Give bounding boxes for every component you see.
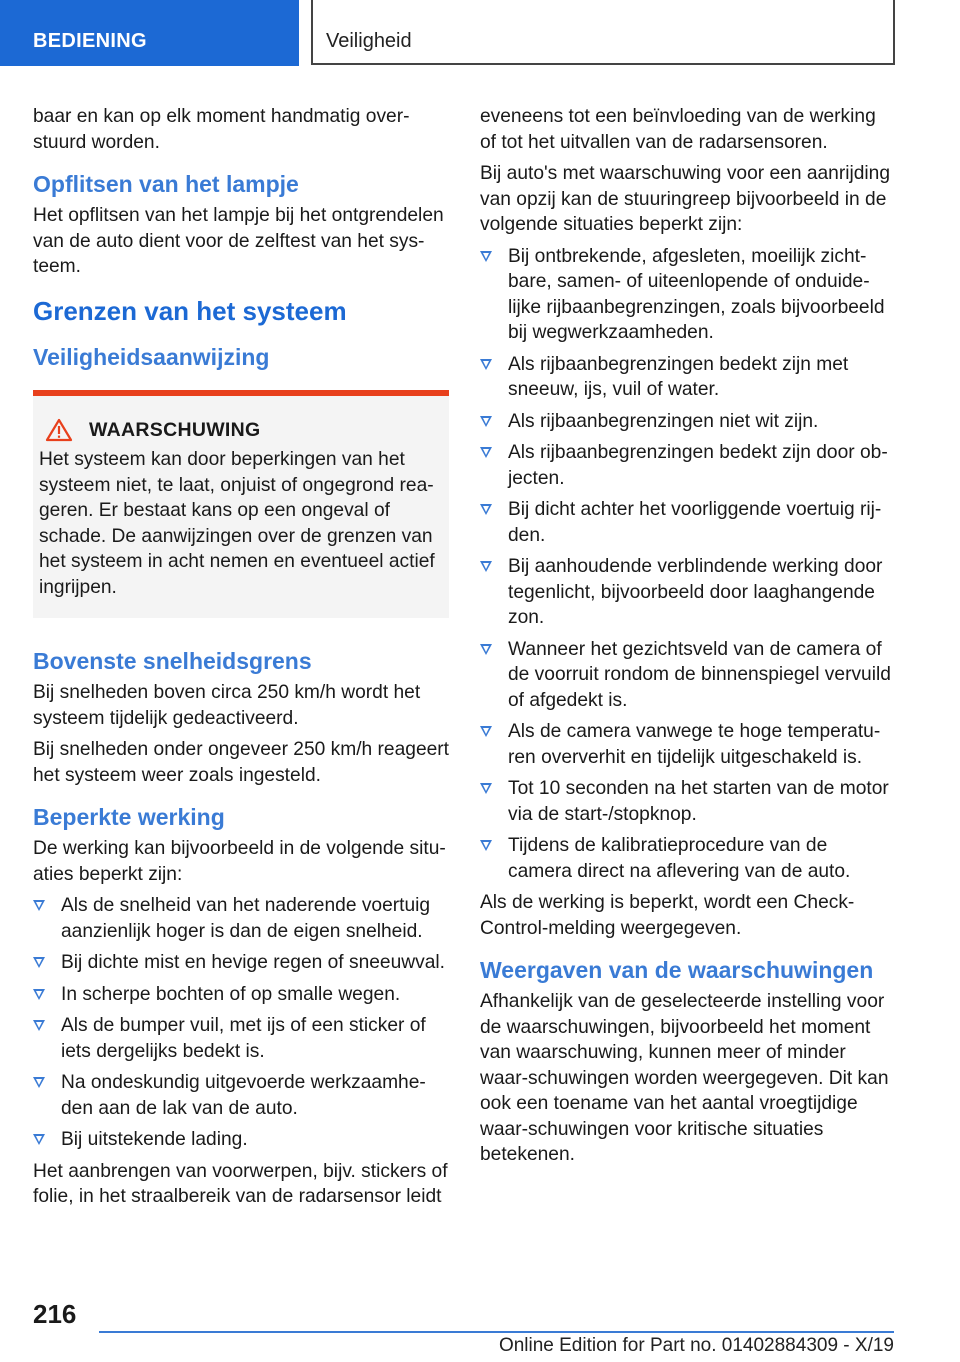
list-item: Als de snelheid van het naderende voertuig aanzienlijk hoger is dan de eigen snelheid. <box>33 893 449 944</box>
topic-header <box>311 0 895 65</box>
bullet-triangle-icon <box>480 416 492 427</box>
right-column <box>480 104 896 1174</box>
list-item: Bij uitstekende lading. <box>33 1127 449 1153</box>
warning-header <box>39 418 441 444</box>
list-item: Als rijbaanbegrenzingen niet wit zijn. <box>480 409 896 435</box>
topic-title: Veiligheid <box>326 30 412 52</box>
paragraph: baar en kan op elk moment handmatig over-stuurd worden. <box>33 106 410 153</box>
heading-beperkte-werking: Beperkte werking <box>33 804 225 830</box>
left-column <box>33 104 449 1216</box>
list-item: Bij dichte mist en hevige regen of sneeuwval. <box>33 950 449 976</box>
bullet-triangle-icon <box>480 251 492 262</box>
bullet-triangle-icon <box>480 359 492 370</box>
warning-title: WAARSCHUWING <box>89 418 261 441</box>
footer-edition: Online Edition for Part no. 01402884309 - X/19 <box>498 1335 894 1356</box>
heading-opflitsen: Opflitsen van het lampje <box>33 171 299 197</box>
paragraph: De werking kan bijvoorbeeld in de volgende situ-aties beperkt zijn: <box>33 838 446 885</box>
paragraph: eveneens tot een beïnvloeding van de werking of tot het uitvallen van de radarsensoren. <box>480 106 876 153</box>
list-item: Als rijbaanbegrenzingen bedekt zijn door ob-jecten. <box>480 440 896 491</box>
bullet-triangle-icon <box>33 1077 45 1088</box>
bullet-triangle-icon <box>480 504 492 515</box>
heading-bovenste-snelheidsgrens: Bovenste snelheidsgrens <box>33 648 312 674</box>
paragraph: Het opflitsen van het lampje bij het ontgrendelen van de auto dient voor de zelftest van het sys-teem. <box>33 205 444 277</box>
paragraph: Bij auto's met waarschuwing voor een aanrijding van opzij kan de stuuringreep bijvoorbeeld in de volgende situaties beperkt zijn: <box>480 163 891 235</box>
list-item: In scherpe bochten of op smalle wegen. <box>33 982 449 1008</box>
bullet-triangle-icon <box>33 900 45 911</box>
list-item: Wanneer het gezichtsveld van de camera of de voorruit rondom de binnenspiegel vervuild of afgedekt is. <box>480 637 896 714</box>
bullet-list <box>480 244 896 885</box>
warning-text: Het systeem kan door beperkingen van het systeem niet, te laat, onjuist of ongegrond rea-geren. Er bestaat kans op een ongeval of schade. De aanwijzingen over de grenzen van het systeem in acht nemen en eventueel actief ingrijpen. <box>39 449 435 598</box>
list-item: Als de camera vanwege te hoge temperatu-ren oververhit en tijdelijk uitgeschakeld is. <box>480 719 896 770</box>
bullet-triangle-icon <box>33 989 45 1000</box>
warning-box <box>33 390 449 619</box>
bullet-triangle-icon <box>480 783 492 794</box>
section-tab <box>0 0 299 66</box>
bullet-list <box>33 893 449 1153</box>
section-title: BEDIENING <box>33 30 147 52</box>
list-item: Na ondeskundig uitgevoerde werkzaamhe-den aan de lak van de auto. <box>33 1070 449 1121</box>
heading-veiligheidsaanwijzing: Veiligheidsaanwijzing <box>33 343 270 370</box>
list-item: Bij aanhoudende verblindende werking door tegenlicht, bijvoorbeeld door laaghangende zon. <box>480 554 896 631</box>
list-item: Bij ontbrekende, afgesleten, moeilijk zicht-bare, samen- of uiteenlopende of onduide-lijke rijbaanbegrenzingen, zoals bijvoorbeeld bij wegwerkzaamheden. <box>480 244 896 346</box>
page-number: 216 <box>33 1299 77 1329</box>
list-item: Tot 10 seconden na het starten van de motor via de start-/stopknop. <box>480 776 896 827</box>
bullet-triangle-icon <box>33 1134 45 1145</box>
bullet-triangle-icon <box>480 644 492 655</box>
paragraph: Afhankelijk van de geselecteerde instelling voor de waarschuwingen, bijvoorbeeld het moment van waarschuwing, kunnen meer of minder waar-schuwingen worden weergegeven. Dit kan ook een toename van het aantal vroegtijdige waar-schuwingen voor kritische situaties betekenen. <box>480 991 889 1165</box>
bullet-triangle-icon <box>33 957 45 968</box>
list-item: Bij dicht achter het voorliggende voertuig rij-den. <box>480 497 896 548</box>
bullet-triangle-icon <box>33 1020 45 1031</box>
heading-weergaven: Weergaven van de waarschuwingen <box>480 957 874 983</box>
heading-grenzen: Grenzen van het systeem <box>33 295 347 326</box>
paragraph: Bij snelheden boven circa 250 km/h wordt het systeem tijdelijk gedeactiveerd. <box>33 682 421 729</box>
warning-triangle-icon <box>45 418 73 442</box>
list-item: Als de bumper vuil, met ijs of een sticker of iets dergelijks bedekt is. <box>33 1013 449 1064</box>
footer-divider <box>99 1331 894 1333</box>
bullet-triangle-icon <box>480 840 492 851</box>
bullet-triangle-icon <box>480 561 492 572</box>
list-item: Als rijbaanbegrenzingen bedekt zijn met sneeuw, ijs, vuil of water. <box>480 352 896 403</box>
bullet-triangle-icon <box>480 726 492 737</box>
paragraph: Als de werking is beperkt, wordt een Check-Control-melding weergegeven. <box>480 892 855 939</box>
list-item: Tijdens de kalibratieprocedure van de camera direct na aflevering van de auto. <box>480 833 896 884</box>
paragraph: Het aanbrengen van voorwerpen, bijv. stickers of folie, in het straalbereik van de radarsensor leidt <box>33 1160 448 1207</box>
paragraph: Bij snelheden onder ongeveer 250 km/h reageert het systeem weer zoals ingesteld. <box>33 739 450 786</box>
bullet-triangle-icon <box>480 447 492 458</box>
